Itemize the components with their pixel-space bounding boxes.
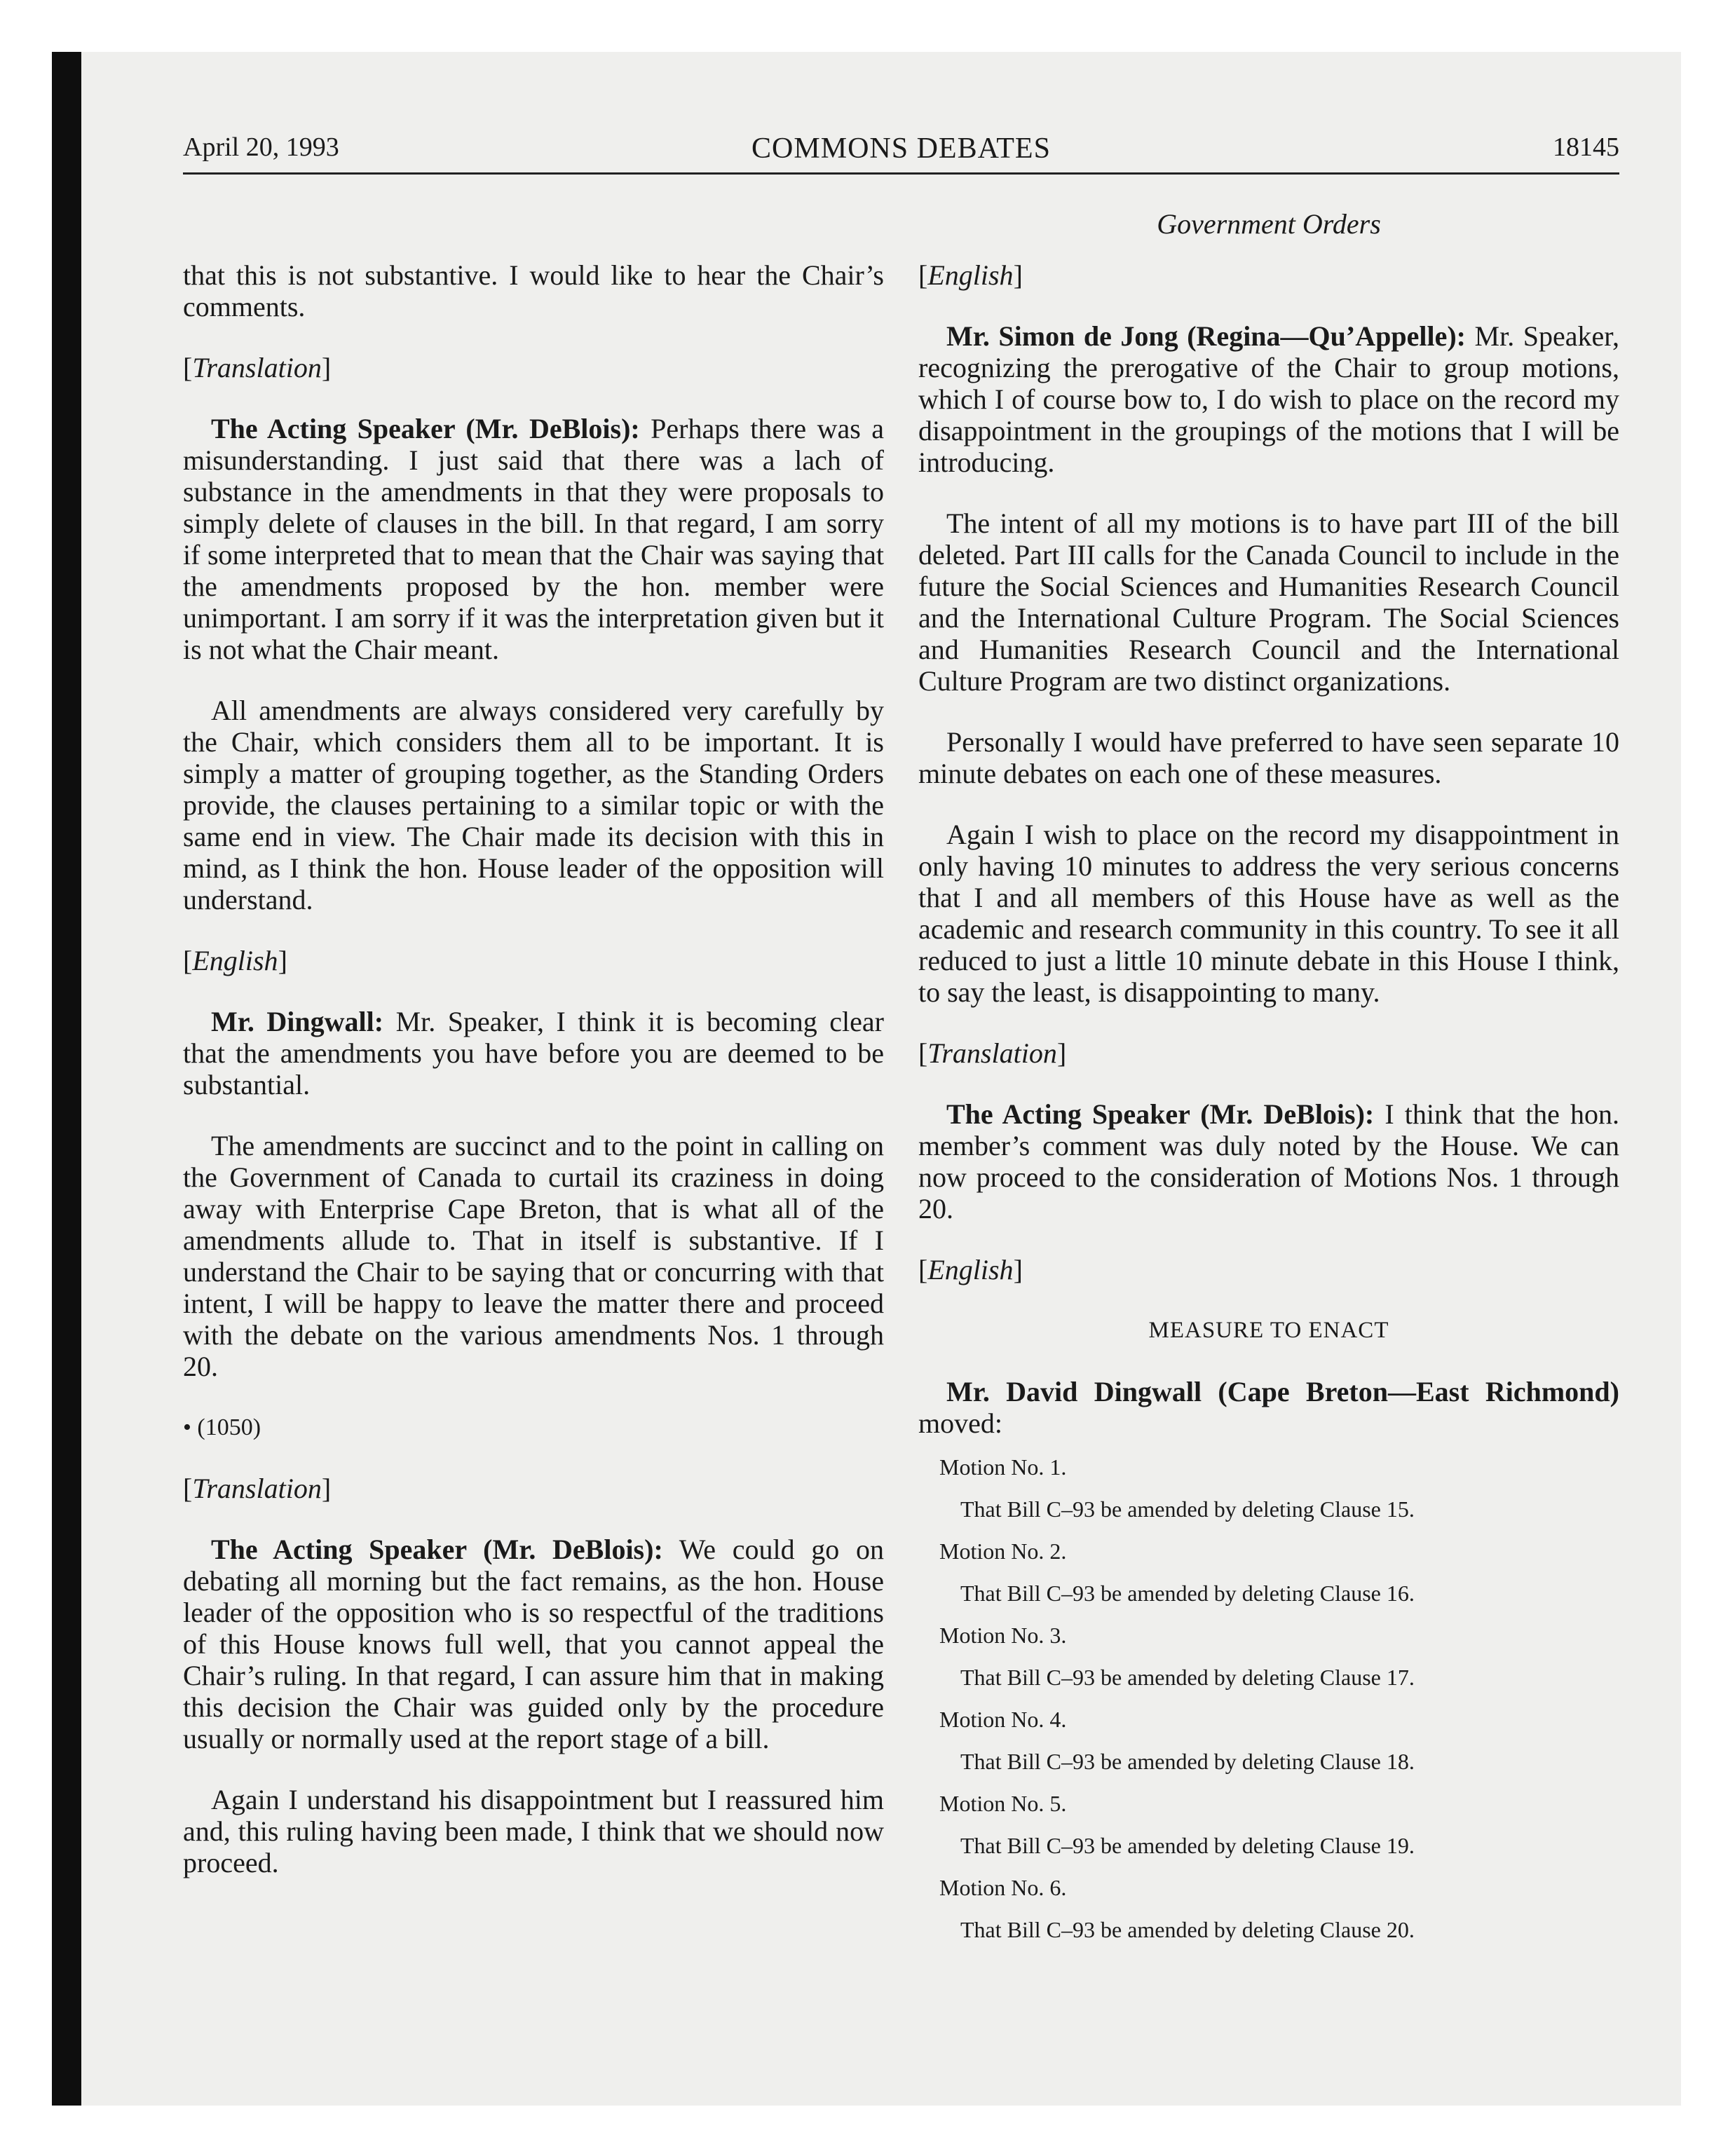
paragraph: The intent of all my motions is to have part III of the bill deleted. Part III calls for the Canada Council to include in the future the Social Sciences and Humanities Research Council and the International Culture Program. The Social Sciences and Humanities Research Council and the International Culture Program are two distinct organizations. <box>918 507 1619 697</box>
motion-label: Motion No. 1. <box>939 1454 1067 1480</box>
speech-paragraph: The Acting Speaker (Mr. DeBlois): Perhaps there was a misunderstanding. I just said that there was a lach of substance in the amendments in that they were proposals to simply delete of clauses in the bill. In that regard, I am sorry if some interpreted that to mean that the Chair was saying that the amendments proposed by the hon. member were unimportant. I am sorry if it was the interpretation given but it is not what the Chair meant. <box>183 413 884 665</box>
time-marker: • (1050) <box>183 1414 261 1440</box>
motion-text: That Bill C–93 be amended by deleting Clause 15. <box>960 1496 1415 1522</box>
speaker-name: Mr. David Dingwall (Cape Breton—East Richmond) <box>946 1376 1619 1407</box>
motion-text: That Bill C–93 be amended by deleting Clause 18. <box>960 1749 1415 1774</box>
speech-paragraph: Mr. David Dingwall (Cape Breton—East Richmond) moved: <box>918 1376 1619 1439</box>
speaker-name: Mr. Dingwall: <box>211 1006 384 1037</box>
speaker-name: The Acting Speaker (Mr. DeBlois): <box>946 1098 1375 1130</box>
paragraph: All amendments are always considered very carefully by the Chair, which considers them all to be important. It is simply a matter of grouping together, as the Standing Orders provide, the clauses pertaining to a similar topic or with the same end in view. The Chair made its decision with this in mind, as I think the hon. House leader of the opposition will understand. <box>183 695 884 915</box>
paragraph: Personally I would have preferred to have seen separate 10 minute debates on each one of these measures. <box>918 726 1619 789</box>
motion-text: That Bill C–93 be amended by deleting Clause 16. <box>960 1581 1415 1606</box>
motion-label: Motion No. 5. <box>939 1791 1067 1816</box>
header-date: April 20, 1993 <box>183 132 339 162</box>
right-column <box>918 259 1619 1958</box>
speech-paragraph: The Acting Speaker (Mr. DeBlois): I think that the hon. member’s comment was duly noted by the House. We can now proceed to the consideration of Motions Nos. 1 through 20. <box>918 1098 1619 1224</box>
subheading: MEASURE TO ENACT <box>1148 1318 1389 1343</box>
left-column <box>183 259 884 1908</box>
motion-label: Motion No. 6. <box>939 1875 1067 1900</box>
paragraph: The amendments are succinct and to the point in calling on the Government of Canada to curtail its craziness in doing away with Enterprise Cape Breton, that is what all of the amendments allude to. That in itself is substantive. If I understand the Chair to be saying that or concurring with that intent, I will be happy to leave the matter there and proceed with the debate on the various amendments Nos. 1 through 20. <box>183 1130 884 1382</box>
speech-paragraph: Mr. Simon de Jong (Regina—Qu’Appelle): Mr. Speaker, recognizing the prerogative of the Chair to group motions, which I of course bow to, I do wish to place on the record my disappointment in the groupings of the motions that I will be introducing. <box>918 320 1619 478</box>
language-tag: [Translation] <box>918 1037 1067 1069</box>
motion-label: Motion No. 2. <box>939 1538 1067 1564</box>
language-tag: [Translation] <box>183 352 332 383</box>
motion-text: That Bill C–93 be amended by deleting Clause 20. <box>960 1917 1415 1942</box>
speaker-name: Mr. Simon de Jong (Regina—Qu’Appelle): <box>946 320 1466 352</box>
paragraph: Again I understand his disappointment but I reassured him and, this ruling having been made, I think that we should now proceed. <box>183 1784 884 1878</box>
section-title: Government Orders <box>1157 208 1381 240</box>
speaker-name: The Acting Speaker (Mr. DeBlois): <box>211 413 640 444</box>
language-tag: [Translation] <box>183 1473 332 1504</box>
header-title: COMMONS DEBATES <box>751 132 1051 165</box>
header-page-number: 18145 <box>1553 132 1619 162</box>
speech-paragraph: The Acting Speaker (Mr. DeBlois): We could go on debating all morning but the fact remains, as the hon. House leader of the opposition who is so respectful of the traditions of this House knows full well, that you cannot appeal the Chair’s ruling. In that regard, I can assure him that in making this decision the Chair was guided only by the procedure usually or normally used at the report stage of a bill. <box>183 1534 884 1754</box>
paragraph: that this is not substantive. I would like to hear the Chair’s comments. <box>183 259 884 322</box>
paragraph: Again I wish to place on the record my disappointment in only having 10 minutes to address the very serious concerns that I and all members of this House have as well as the academic and research community in this country. To see it all reduced to just a little 10 minute debate in this House I think, to say the least, is disappointing to many. <box>918 819 1619 1008</box>
motion-label: Motion No. 4. <box>939 1707 1067 1732</box>
language-tag: [English] <box>918 1254 1023 1285</box>
speaker-name: The Acting Speaker (Mr. DeBlois): <box>211 1534 663 1565</box>
language-tag: [English] <box>918 259 1023 291</box>
language-tag: [English] <box>183 945 287 976</box>
motion-text: That Bill C–93 be amended by deleting Clause 19. <box>960 1833 1415 1858</box>
speech-paragraph: Mr. Dingwall: Mr. Speaker, I think it is becoming clear that the amendments you have before you are deemed to be substantial. <box>183 1006 885 1100</box>
binding-edge <box>52 52 81 2106</box>
page-header <box>183 125 1619 175</box>
motion-text: That Bill C–93 be amended by deleting Clause 17. <box>960 1665 1415 1690</box>
motion-label: Motion No. 3. <box>939 1623 1067 1648</box>
